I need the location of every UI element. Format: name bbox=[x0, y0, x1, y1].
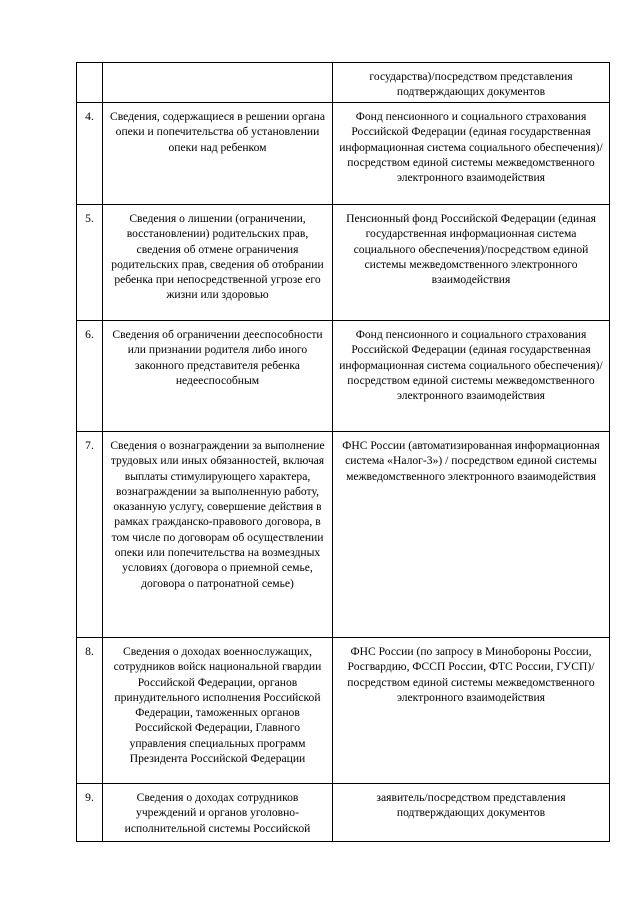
table-row bbox=[77, 784, 610, 842]
row-description bbox=[103, 63, 333, 103]
row-description: Сведения, содержащиеся в решении органа опеки и попечительства об установлении опеки над ребенком bbox=[103, 103, 333, 205]
row-description: Сведения о вознаграждении за выполнение трудовых или иных обязанностей, включая выплаты стимулирующего характера, вознаграждении за выполненную работу, оказанную услугу, совершение действия в рамках гражданско-правового договора, в том числе по договорам об осуществлении опеки или попечительства на возмездных условиях (договора о приемной семье, договора о патронатной семье) bbox=[103, 432, 333, 638]
table-row bbox=[77, 432, 610, 638]
row-description: Сведения об ограничении дееспособности или признании родителя либо иного законного представителя ребенка недееспособным bbox=[103, 321, 333, 432]
table-row bbox=[77, 63, 610, 103]
row-number: 5. bbox=[77, 205, 103, 321]
row-number: 9. bbox=[77, 784, 103, 842]
row-number: 8. bbox=[77, 638, 103, 784]
row-source: государства)/посредством представления подтверждающих документов bbox=[333, 63, 610, 103]
row-source: Фонд пенсионного и социального страхования Российской Федерации (единая государственная информационная система социального обеспечения)/посредством единой системы межведомственного электронного взаимодействия bbox=[333, 321, 610, 432]
row-source: заявитель/посредством представления подтверждающих документов bbox=[333, 784, 610, 842]
row-source: Фонд пенсионного и социального страхования Российской Федерации (единая государственная информационная система социального обеспечения)/посредством единой системы межведомственного электронного взаимодействия bbox=[333, 103, 610, 205]
row-description: Сведения о доходах сотрудников учреждений и органов уголовно-исполнительной системы Российской bbox=[103, 784, 333, 842]
documents-table bbox=[76, 62, 610, 842]
row-number: 4. bbox=[77, 103, 103, 205]
row-number bbox=[77, 63, 103, 103]
table-row bbox=[77, 638, 610, 784]
table-row bbox=[77, 321, 610, 432]
row-description: Сведения о лишении (ограничении, восстановлении) родительских прав, сведения об отмене ограничения родительских прав, сведения об отобрании ребенка при непосредственной угрозе его жизни или здоровью bbox=[103, 205, 333, 321]
row-source: Пенсионный фонд Российской Федерации (единая государственная информационная система социального обеспечения)/посредством единой системы межведомственного электронного взаимодействия bbox=[333, 205, 610, 321]
row-description: Сведения о доходах военнослужащих, сотрудников войск национальной гвардии Российской Федерации, органов принудительного исполнения Российской Федерации, таможенных органов Российской Федерации, Главного управления специальных программ Президента Российской Федерации bbox=[103, 638, 333, 784]
row-source: ФНС России (по запросу в Минобороны России, Росгвардию, ФССП России, ФТС России, ГУСП)/посредством единой системы межведомственного электронного взаимодействия bbox=[333, 638, 610, 784]
row-source: ФНС России (автоматизированная информационная система «Налог-3») / посредством единой системы межведомственного электронного взаимодействия bbox=[333, 432, 610, 638]
row-number: 6. bbox=[77, 321, 103, 432]
row-number: 7. bbox=[77, 432, 103, 638]
table-row bbox=[77, 103, 610, 205]
table-row bbox=[77, 205, 610, 321]
